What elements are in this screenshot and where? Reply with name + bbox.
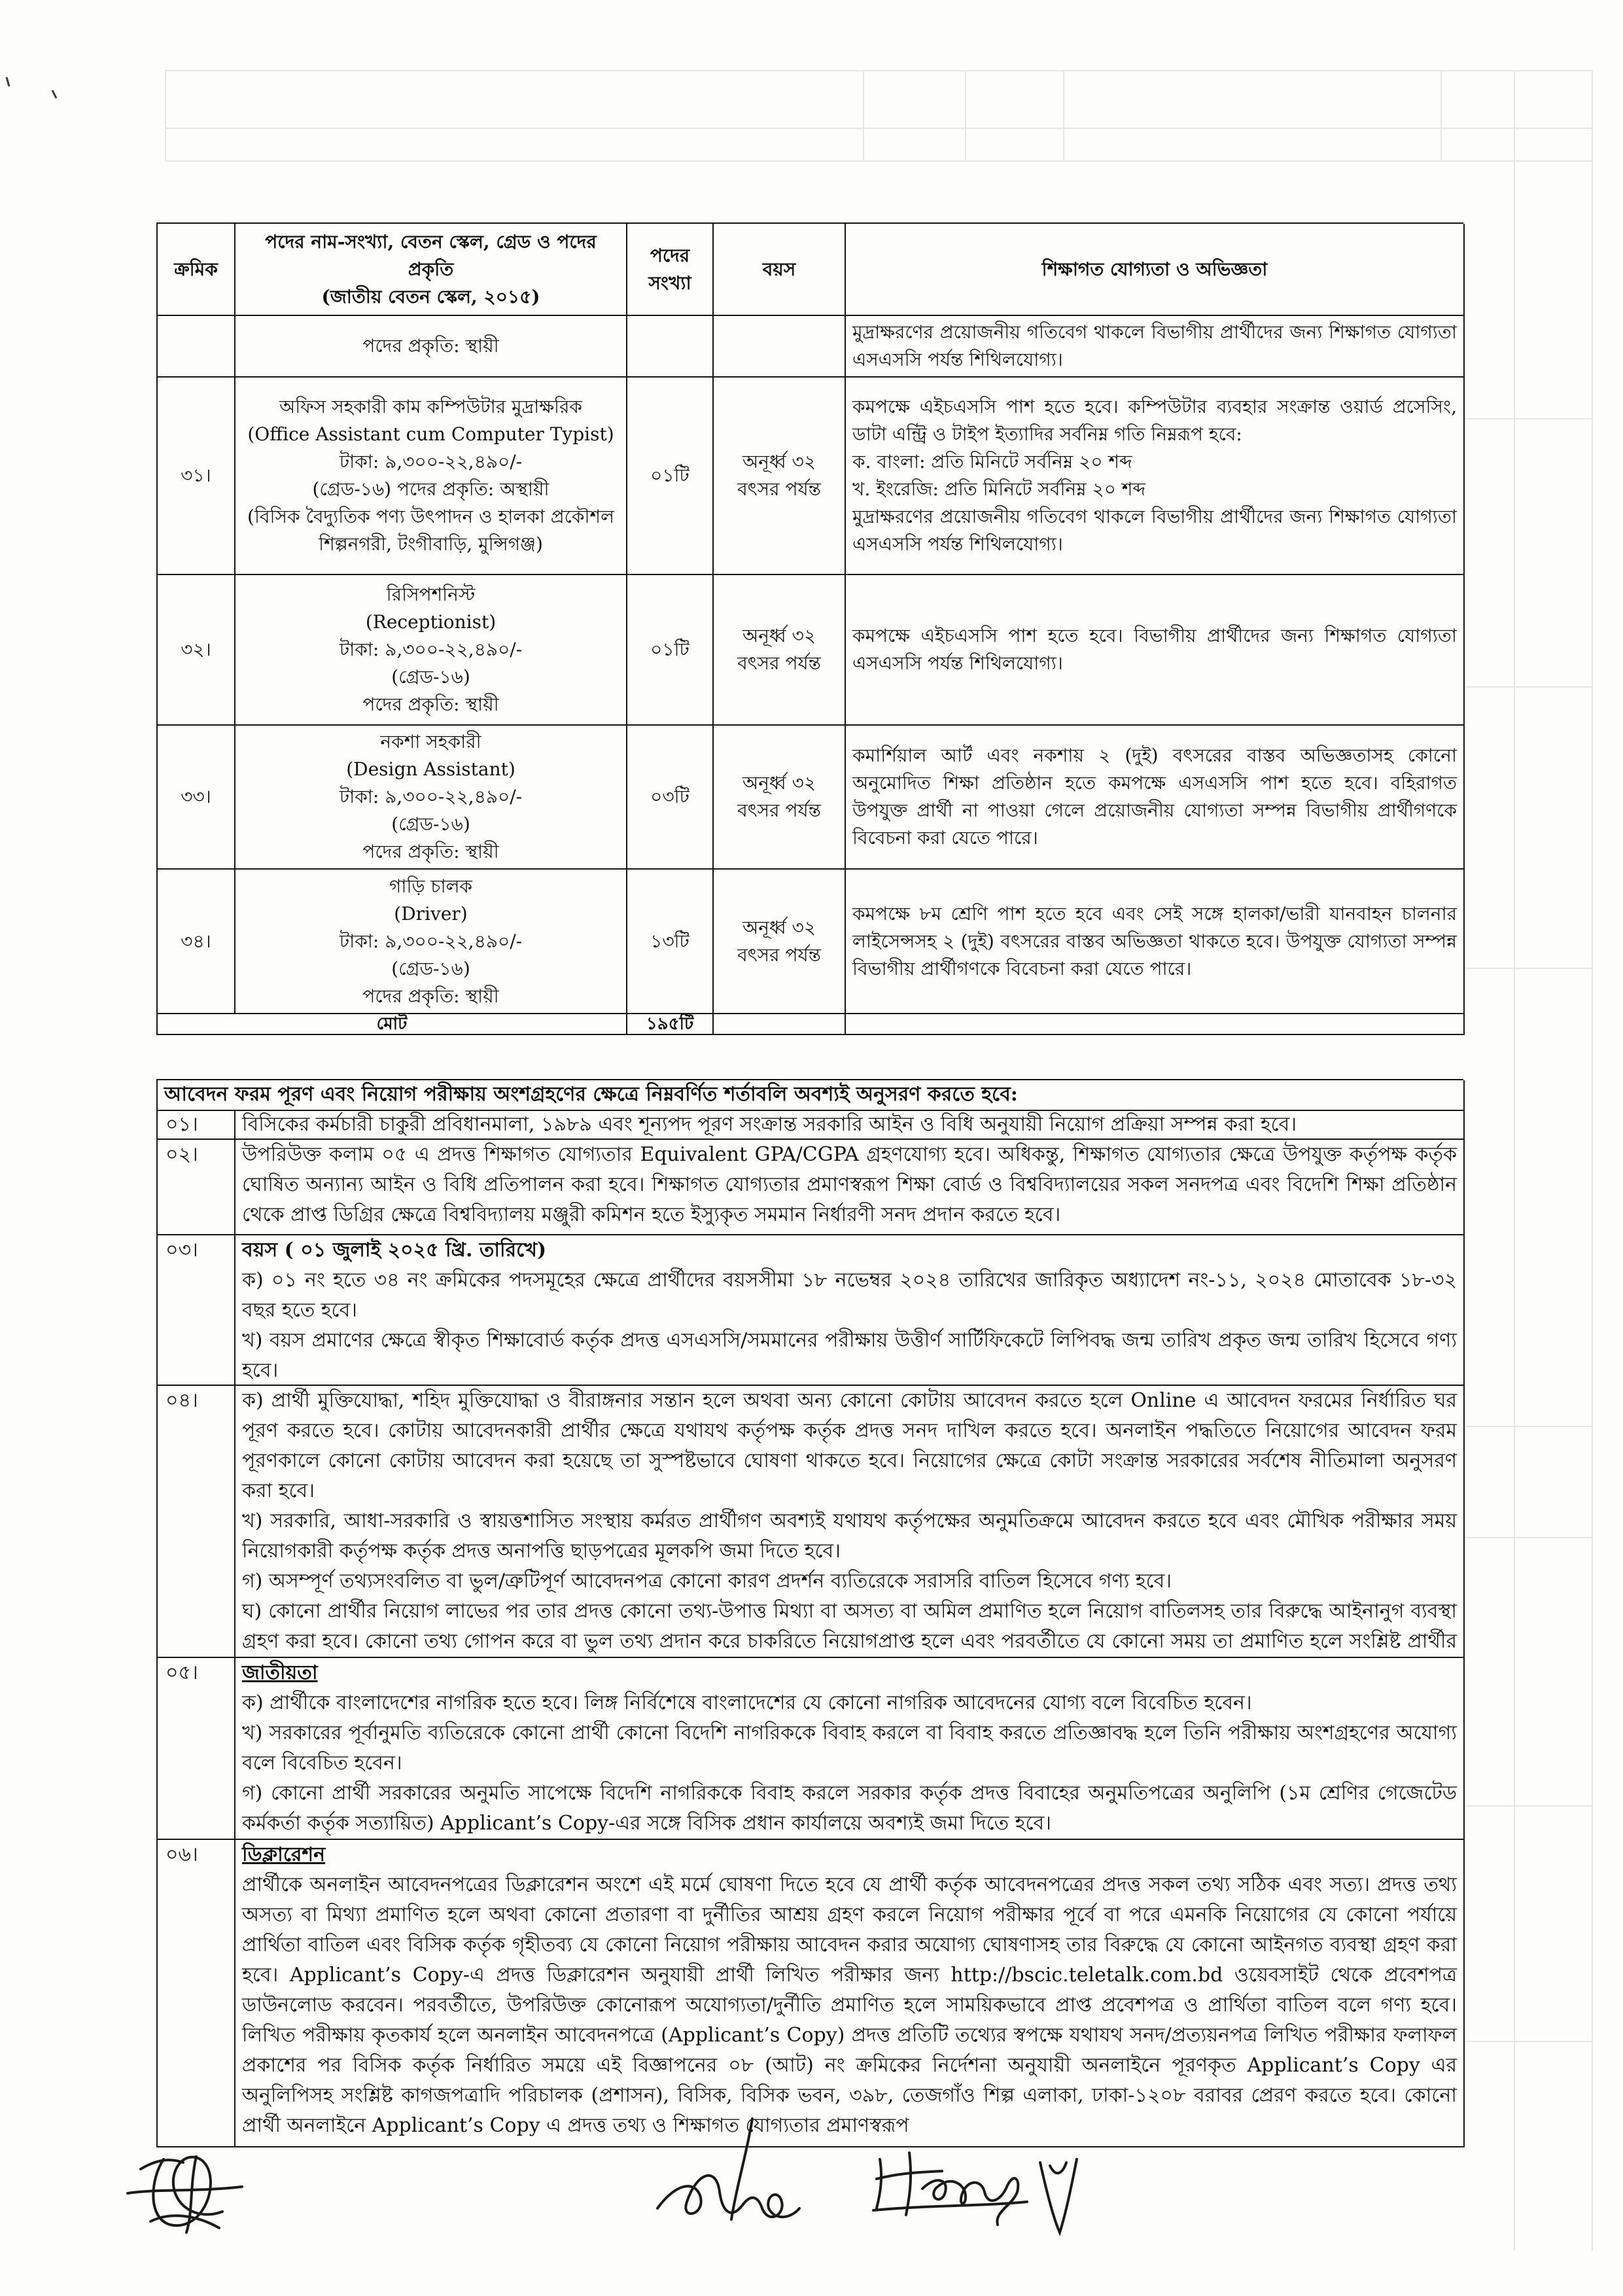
row-count: ০১টি (627, 575, 714, 726)
condition-text (236, 1658, 1465, 1840)
post-nature: পদের প্রকৃতি: স্থায়ী (362, 985, 499, 1007)
post-location: (বিসিক বৈদ্যুতিক পণ্য উৎপাদন ও হালকা প্রকৌশল শিল্পনগরী, টংগীবাড়ি, মুন্সিগঞ্জ) (247, 506, 614, 555)
header-post-line: পদের নাম-সংখ্যা, বেতন স্কেল, গ্রেড ও পদের (265, 230, 597, 253)
header-count: পদের সংখ্যা (627, 224, 714, 316)
row-count: ০৩টি (627, 726, 714, 870)
condition-paragraph: উপরিউক্ত কলাম ০৫ এ প্রদত্ত শিক্ষাগত যোগ্যতার Equivalent GPA/CGPA গ্রহণযোগ্য হবে। অধিকন্তু, শিক্ষাগত যোগ্যতার ক্ষেত্রে উপযুক্ত কর্তৃপক্ষ কর্তৃক ঘোষিত অন্যান্য আইন ও বিধি প্রতিপালন করা হবে। শিক্ষাগত যোগ্যতার প্রমাণস্বরূপ শিক্ষা বোর্ড ও বিশ্ববিদ্যালয়ের সকল সনদপত্র এবং বিদেশি শিক্ষা প্রতিষ্ঠান থেকে প্রাপ্ত ডিগ্রির ক্ষেত্রে বিশ্ববিদ্যালয় মঞ্জুরী কমিশন হতে ইস্যুকৃত সমমান নির্ধারণী সনদ প্রদান করতে হবে। (242, 1143, 1457, 1226)
header-post-line: প্রকৃতি (408, 258, 454, 280)
condition-text (236, 1111, 1465, 1140)
row-serial: ৩২। (158, 575, 236, 726)
post-pay-scale: টাকা: ৯,৩০০-২২,৪৯০/- (339, 451, 523, 472)
condition-paragraph: গ) কোনো প্রার্থী সরকারের অনুমতি সাপেক্ষে বিদেশি নাগরিককে বিবাহ করলে সরকার কর্তৃক প্রদত্ত বিবাহের অনুমতিপত্রের অনুলিপি (১ম শ্রেণির গেজেটেড কর্মকর্তা কর্তৃক সত্যায়িত) Applicant’s Copy-এর সঙ্গে বিসিক প্রধান কার্যালয়ে অবশ্যই জমা দিতে হবে। (242, 1782, 1457, 1835)
post-title: নকশা সহকারী (380, 731, 481, 752)
header-age: বয়স (714, 224, 846, 316)
condition-heading-declaration (242, 1840, 1457, 1870)
qualification-paragraph: কমার্শিয়াল আর্ট এবং নকশায় ২ (দুই) বৎসরের বাস্তব অভিজ্ঞতাসহ কোনো অনুমোদিত শিক্ষা প্রতিষ্ঠান হতে কমপক্ষে এসএসসি পাশ হতে হবে। বহিরাগত উপযুক্ত প্রার্থী না পাওয়া গেলে প্রয়োজনীয় যোগ্যতা সম্পন্ন বিভাগীয় প্রার্থীগণকে বিবেচনা করা যেতে পারে। (852, 745, 1457, 849)
qualification-paragraph: কমপক্ষে এইচএসসি পাশ হতে হবে। কম্পিউটার ব্যবহার সংক্রান্ত ওয়ার্ড প্রসেসিং, ডাটা এন্ট্রি ও টাইপ ইত্যাদির সর্বনিম্ন গতি নিম্নরূপ হবে: (852, 396, 1457, 445)
condition-paragraph: খ) সরকারের পূর্বানুমতি ব্যতিরেকে কোনো প্রার্থী কোনো বিদেশি নাগরিককে বিবাহ করলে বা বিবাহ করতে প্রতিজ্ঞাবদ্ধ হলে তিনি পরীক্ষায় অংশগ্রহণের অযোগ্য বলে বিবেচিত হবেন। (242, 1722, 1457, 1775)
continuation-qualification: মুদ্রাক্ষরণের প্রয়োজনীয় গতিবেগ থাকলে বিভাগীয় প্রার্থীদের জন্য শিক্ষাগত যোগ্যতা এসএসসি পর্যন্ত শিথিলযোগ্য। (846, 316, 1465, 378)
row-age: অনূর্ধ্ব ৩২ বৎসর পর্যন্ত (714, 726, 846, 870)
post-pay-scale: টাকা: ৯,৩০০-২২,৪৯০/- (339, 786, 523, 807)
continuation-post-nature: পদের প্রকৃতি: স্থায়ী (236, 316, 627, 378)
post-title: রিসিপশনিস্ট (386, 584, 476, 605)
continuation-count-cell (627, 316, 714, 378)
condition-number: ০৬। (158, 1840, 236, 2147)
post-grade: (গ্রেড-১৬) (391, 813, 470, 835)
posts-table (156, 222, 1463, 1035)
qualification-paragraph: খ. ইংরেজি: প্রতি মিনিটে সর্বনিম্ন ২০ শব্দ (852, 478, 1146, 500)
total-label: মোট (158, 1014, 627, 1035)
condition-paragraph: ক) প্রার্থী মুক্তিযোদ্ধা, শহিদ মুক্তিযোদ্ধা ও বীরাঙ্গনার সন্তান হলে অথবা অন্য কোনো কোটায় আবেদন করতে হলে Online এ আবেদন ফরমের নির্ধারিত ঘর পূরণ করতে হবে। কোটায় আবেদনকারী প্রার্থীর ক্ষেত্রে যথাযথ কর্তৃপক্ষ কর্তৃক প্রদত্ত সনদ দাখিল করতে হবে। অনলাইন পদ্ধতিতে নিয়োগের আবেদন ফরম পূরণকালে কোনো কোটায় আবেদন করা হয়েছে তা সুস্পষ্টভাবে ঘোষণা থাকতে হবে। নিয়োগের ক্ষেত্রে কোটা সংক্রান্ত সরকারের সর্বশেষ নীতিমালা অনুসরণ করা হবে। (242, 1389, 1457, 1502)
post-title-english: (Driver) (394, 902, 468, 925)
row-age: অনূর্ধ্ব ৩২ বৎসর পর্যন্ত (714, 870, 846, 1014)
total-count: ১৯৫টি (627, 1014, 714, 1035)
condition-heading-nationality (242, 1658, 1457, 1688)
continuation-age-cell (714, 316, 846, 378)
post-title: অফিস সহকারী কাম কম্পিউটার মুদ্রাক্ষরিক (279, 396, 582, 417)
signature-left (128, 2157, 242, 2233)
post-grade: (গ্রেড-১৬) (391, 666, 470, 688)
condition-text (236, 1140, 1465, 1235)
total-empty-age (714, 1014, 846, 1035)
post-grade-nature: (গ্রেড-১৬) পদের প্রকৃতি: অস্থায়ী (312, 478, 550, 500)
condition-text (236, 1235, 1465, 1386)
condition-text (236, 1840, 1465, 2147)
condition-paragraph: খ) বয়স প্রমাণের ক্ষেত্রে স্বীকৃত শিক্ষাবোর্ড কর্তৃক প্রদত্ত এসএসসি/সমমানের পরীক্ষায় উত্তীর্ণ সার্টিফিকেটে লিপিবদ্ধ জন্ম তারিখ প্রকৃত জন্ম তারিখ হিসেবে গণ্য হবে। (242, 1329, 1457, 1382)
condition-number: ০১। (158, 1111, 236, 1140)
condition-paragraph: ক) প্রার্থীকে বাংলাদেশের নাগরিক হতে হবে। লিঙ্গ নির্বিশেষে বাংলাদেশের যে কোনো নাগরিক আবেদনের যোগ্য বলে বিবেচিত হবেন। (242, 1691, 1252, 1714)
header-post (236, 224, 627, 316)
row-serial: ৩৪। (158, 870, 236, 1014)
row-qualification (846, 378, 1465, 575)
condition-text (236, 1386, 1465, 1658)
conditions-table (156, 1079, 1463, 2147)
conditions-title: আবেদন ফরম পূরণ এবং নিয়োগ পরীক্ষায় অংশগ্রহণের ক্ষেত্রে নিম্নবর্ণিত শর্তাবলি অবশ্যই অনুসরণ করতে হবে: (158, 1080, 1465, 1111)
row-serial: ৩৩। (158, 726, 236, 870)
condition-paragraph (242, 1870, 1457, 2141)
declaration-text-before-link: প্রার্থীকে অনলাইন আবেদনপত্রের ডিক্লারেশন অংশে এই মর্মে ঘোষণা দিতে হবে যে প্রার্থী কর্তৃক আবেদনপত্রের প্রদত্ত সকল তথ্য সঠিক এবং সত্য। প্রদত্ত তথ্য অসত্য বা মিথ্যা প্রমাণিত হলে অথবা কোনো প্রতারণা বা দুর্নীতির আশ্রয় গ্রহণ করলে নিয়োগ পরীক্ষার পূর্বে বা পরে এমনকি নিয়োগের যে কোনো পর্যায়ে প্রার্থিতা বাতিল এবং বিসিক কর্তৃক গৃহীতব্য যে কোনো নিয়োগ পরীক্ষায় আবেদন করার অযোগ্য ঘোষণাসহ তার বিরুদ্ধে যে কোনো আইনগত ব্যবস্থা গ্রহণ করা হবে। Applicant’s Copy-এ প্রদত্ত ডিক্লারেশন অনুযায়ী প্রার্থী লিখিত পরীক্ষার জন্য (242, 1873, 1457, 1987)
qualification-paragraph: মুদ্রাক্ষরণের প্রয়োজনীয় গতিবেগ থাকলে বিভাগীয় প্রার্থীদের জন্য শিক্ষাগত যোগ্যতা এসএসসি পর্যন্ত শিথিলযোগ্য। (852, 506, 1457, 555)
total-empty-qualification (846, 1014, 1465, 1035)
post-pay-scale: টাকা: ৯,৩০০-২২,৪৯০/- (339, 639, 523, 660)
row-age: অনূর্ধ্ব ৩২ বৎসর পর্যন্ত (714, 575, 846, 726)
row-post (236, 378, 627, 575)
row-count: ০১টি (627, 378, 714, 575)
header-serial: ক্রমিক (158, 224, 236, 316)
post-title: গাড়ি চালক (389, 875, 473, 897)
row-post (236, 726, 627, 870)
condition-paragraph: খ) সরকারি, আধা-সরকারি ও স্বায়ত্তশাসিত সংস্থায় কর্মরত প্রার্থীগণ অবশ্যই যথাযথ কর্তৃপক্ষের অনুমতিক্রমে আবেদন করতে হবে এবং মৌখিক পরীক্ষার সময় নিয়োগকারী কর্তৃপক্ষ কর্তৃক প্রদত্ত অনাপত্তি ছাড়পত্রের মূলকপি জমা দিতে হবে। (242, 1510, 1457, 1563)
header-post-line: (জাতীয় বেতন স্কেল, ২০১৫) (321, 285, 540, 308)
condition-paragraph: ক) ০১ নং হতে ৩৪ নং ক্রমিকের পদসমূহের ক্ষেত্রে প্রার্থীদের বয়সসীমা ১৮ নভেম্বর ২০২৪ তারিখের জারিকৃত অধ্যাদেশ নং-১১, ২০২৪ মোতাবেক ১৮-৩২ বছর হতে হবে। (242, 1269, 1457, 1322)
signature-right (873, 2153, 1077, 2233)
condition-heading-text: ডিক্লারেশন (242, 1843, 326, 1866)
row-count: ১৩টি (627, 870, 714, 1014)
condition-heading-text: জাতীয়তা (242, 1661, 318, 1684)
row-post (236, 575, 627, 726)
stray-marks (7, 77, 56, 98)
bscic-website-link: http://bscic.teletalk.com.bd (951, 1964, 1223, 1987)
condition-heading-age: বয়স ( ০১ জুলাই ২০২৫ খ্রি. তারিখে) (242, 1239, 547, 1262)
condition-paragraph: বিসিকের কর্মচারী চাকুরী প্রবিধানমালা, ১৯৮৯ এবং শূন্যপদ পূরণ সংক্রান্ত সরকারি আইন ও বিধি অনুযায়ী নিয়োগ প্রক্রিয়া সম্পন্ন করা হবে। (242, 1113, 1297, 1136)
post-title-english: (Receptionist) (365, 611, 497, 633)
header-qualification: শিক্ষাগত যোগ্যতা ও অভিজ্ঞতা (846, 224, 1465, 316)
post-pay-scale: টাকা: ৯,৩০০-২২,৪৯০/- (339, 930, 523, 952)
condition-number: ০৪। (158, 1386, 236, 1658)
row-qualification (846, 575, 1465, 726)
condition-number: ০২। (158, 1140, 236, 1235)
row-qualification (846, 726, 1465, 870)
row-qualification (846, 870, 1465, 1014)
row-serial: ৩১। (158, 378, 236, 575)
condition-number: ০৫। (158, 1658, 236, 1840)
post-grade: (গ্রেড-১৬) (391, 957, 470, 980)
condition-paragraph: ঘ) কোনো প্রার্থীর নিয়োগ লাভের পর তার প্রদত্ত কোনো তথ্য-উপাত্ত মিথ্যা বা অসত্য বা অমিল প্রমাণিত হলে নিয়োগ বাতিলসহ তার বিরুদ্ধে আইনানুগ ব্যবস্থা গ্রহণ করা হবে। কোনো তথ্য গোপন করে বা ভুল তথ্য প্রদান করে চাকরিতে নিয়োগপ্রাপ্ত হলে এবং পরবর্তীতে যে কোনো সময় তা প্রমাণিত হলে সংশ্লিষ্ট প্রার্থীর (242, 1600, 1457, 1653)
post-nature: পদের প্রকৃতি: স্থায়ী (362, 694, 499, 715)
post-nature: পদের প্রকৃতি: স্থায়ী (362, 841, 499, 862)
condition-paragraph: গ) অসম্পূর্ণ তথ্যসংবলিত বা ভুল/ত্রুটিপূর্ণ আবেদনপত্র কোনো কারণ প্রদর্শন ব্যতিরেকে সরাসরি বাতিল হিসেবে গণ্য হবে। (242, 1570, 1172, 1593)
qualification-paragraph: কমপক্ষে ৮ম শ্রেণি পাশ হতে হবে এবং সেই সঙ্গে হালকা/ভারী যানবাহন চালনার লাইসেন্সসহ ২ (দুই) বৎসরের বাস্তব অভিজ্ঞতা থাকতে হবে। উপযুক্ত যোগ্যতা সম্পন্ন বিভাগীয় প্রার্থীগণকে বিবেচনা করা যেতে পারে। (852, 902, 1457, 980)
condition-number: ০৩। (158, 1235, 236, 1386)
qualification-paragraph: ক. বাংলা: প্রতি মিনিটে সর্বনিম্ন ২০ শব্দ (852, 451, 1132, 472)
post-title-english: (Office Assistant cum Computer Typist) (247, 423, 614, 445)
post-title-english: (Design Assistant) (346, 758, 515, 780)
continuation-serial-cell (158, 316, 236, 378)
row-age: অনূর্ধ্ব ৩২ বৎসর পর্যন্ত (714, 378, 846, 575)
declaration-text-after-link: ওয়েবসাইট থেকে প্রবেশপত্র ডাউনলোড করবেন। পরবর্তীতে, উপরিউক্ত কোনোরূপ অযোগ্যতা/দুর্নীতি প্রমাণিত হলে সাময়িকভাবে প্রাপ্ত প্রবেশপত্র ও প্রার্থিতা বাতিল বলে গণ্য হবে। লিখিত পরীক্ষায় কৃতকার্য হলে অনলাইন আবেদনপত্রে (Applicant’s Copy) প্রদত্ত প্রতিটি তথ্যের স্বপক্ষে যথাযথ সনদ/প্রত্যয়নপত্র লিখিত পরীক্ষার ফলাফল প্রকাশের পর বিসিক কর্তৃক নির্ধারিত সময়ে এই বিজ্ঞাপনের ০৮ (আট) নং ক্রমিকের নির্দেশনা অনুযায়ী অনলাইনে পূরণকৃত Applicant’s Copy এর অনুলিপিসহ সংশ্লিষ্ট কাগজপত্রাদি পরিচালক (প্রশাসন), বিসিক, বিসিক ভবন, ৩৯৮, তেজগাঁও শিল্প এলাকা, ঢাকা-১২০৮ বরাবর প্রেরণ করতে হবে। কোনো প্রার্থী অনলাইনে Applicant’s Copy এ প্রদত্ত তথ্য ও শিক্ষাগত যোগ্যতার প্রমাণস্বরূপ (242, 1964, 1457, 2137)
row-post (236, 870, 627, 1014)
qualification-paragraph: কমপক্ষে এইচএসসি পাশ হতে হবে। বিভাগীয় প্রার্থীদের জন্য শিক্ষাগত যোগ্যতা এসএসসি পর্যন্ত শিথিলযোগ্য। (852, 625, 1457, 674)
